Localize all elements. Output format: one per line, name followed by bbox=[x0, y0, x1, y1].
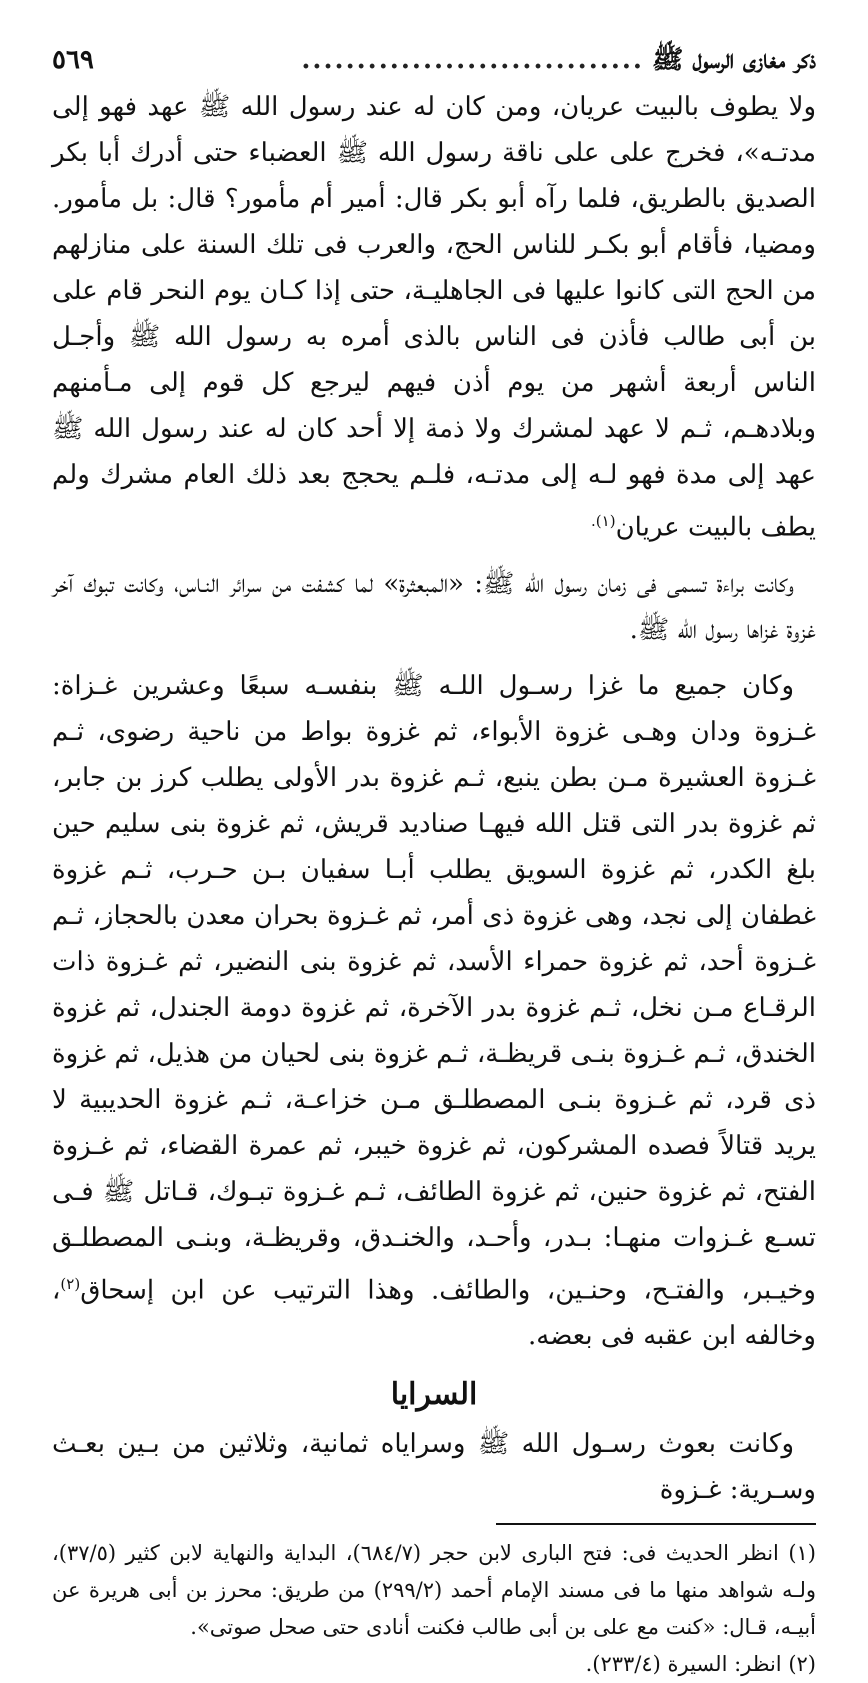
paragraph-4: وكانت بعوث رسـول الله ﷺ وسراياه ثمانية، وثلاثين من بـين بعـث وسـرية: غـزوة bbox=[52, 1429, 816, 1506]
page-number: ٥٦٩ bbox=[52, 45, 94, 75]
paragraph-1-text: ولا يطوف بالبيت عريان، ومن كان له عند رسول الله ﷺ عهد فهو إلى مدتـه»، فخرج على على ناقة رسول الله ﷺ العضباء حتى أدرك أبا بكر الصديق بالطريق، فلما رآه أبو بكر قال: أمير أم مأمور؟ قال: بل مأمور. ومضيا، فأقام أبو بكـر للناس الحج، والعرب فى تلك السنة على منازلهم من الحج التى كانوا عليها فى الجاهليـة، حتى إذا كـان يوم النحر قام على بن أبى طالب فأذن فى الناس بالذى أمره به رسول الله ﷺ وأجـل الناس أربعة أشهر من يوم أذن فيهم ليرجع كل قوم إلى مـأمنهم وبلادهـم، ثـم لا عهد لمشرك ولا ذمة إلا أحد كان له عند رسول الله ﷺ عهد إلى مدة فهو لـه إلى مدتـه، فلـم يحجج بعد ذلك العام مشرك ولم يطف بالبيت عريان bbox=[52, 92, 816, 543]
paragraph-2: وكانت براءة تسمى فى زمان رسول الله ﷺ: «المبعثرة» لما كشفت من سرائر النـاس، وكانت تبوك آخر غزوة غزاها رسول الله ﷺ. bbox=[52, 568, 816, 645]
running-header bbox=[52, 40, 816, 80]
paragraph-3-text: وكان جميع ما غزا رسـول اللـه ﷺ بنفسـه سبعًا وعشرين غـزاة: غـزوة ودان وهـى غزوة الأبواء، ثم غزوة بواط من ناحية رضوى، ثـم غـزوة العشيرة مـن بطن ينبع، ثـم غزوة بدر الأولى يطلب كرز بن جابر، ثم غزوة بدر التى قتل الله فيهـا صناديد قريش، ثم غزوة بنى سليم حين بلغ الكدر، ثم غزوة السويق يطلب أبـا سفيان بـن حـرب، ثـم غزوة غطفان إلى نجد، وهى غزوة ذى أمر، ثم غـزوة بحران معدن بالحجاز، ثـم غـزوة أحد، ثم غزوة حمراء الأسد، ثم غزوة بنى النضير، ثم غـزوة ذات الرقـاع مـن نخل، ثـم غزوة بدر الآخرة، ثم غزوة دومة الجندل، ثم غزوة الخندق، ثـم غـزوة بنـى قريظـة، ثـم غزوة بنى لحيان من هذيل، ثم غزوة ذى قرد، ثم غـزوة بنـى المصطلـق مـن خزاعـة، ثـم غزوة الحديبية لا يريد قتالاً فصده المشركون، ثم غزوة خيبر، ثم عمرة القضاء، ثم غـزوة الفتح، ثم غزوة حنين، ثم غزوة الطائف، ثـم غـزوة تبـوك، قـاتل ﷺ فـى تسـع غـزوات منهـا: بـدر، وأحـد، والخنـدق، وقريظـة، وبنـى المصطلـق وخيـبر، والفتـح، وحنـين، والطائف. وهذا الترتيب عن ابن إسحاق bbox=[52, 670, 816, 1306]
footnote-divider bbox=[496, 1523, 816, 1525]
paragraph-1 bbox=[52, 84, 816, 551]
paragraph-3-tail: ، وخالفه ابن عقبه فى بعضه. bbox=[52, 1275, 816, 1352]
footnote-ref-2: (٢) bbox=[60, 1274, 81, 1293]
header-leader-dots: ............................... bbox=[301, 45, 644, 75]
chapter-title: ذكر مغازى الرسول ﷺ bbox=[651, 45, 816, 75]
section-heading: السرايا bbox=[390, 1377, 478, 1413]
footnote-2: (٢) انظر: السيرة (٢٣٣/٤). bbox=[585, 1652, 816, 1677]
footnote-1: (١) انظر الحديث فى: فتح البارى لابن حجر (٦٨٤/٧)، البداية والنهاية لابن كثير (٣٧/٥)، ولـه شواهد منها ما فى مسند الإمام أحمد (٢٩٩/٢) من طريق: محرز بن أبى هريرة عن أبيـه، قـال: «كنت مع على بن أبى طالب فكنت أنادى حتى صحل صوتى». bbox=[52, 1541, 817, 1640]
footnote-ref-1: (١). bbox=[591, 512, 616, 530]
paragraph-3 bbox=[52, 663, 816, 1360]
